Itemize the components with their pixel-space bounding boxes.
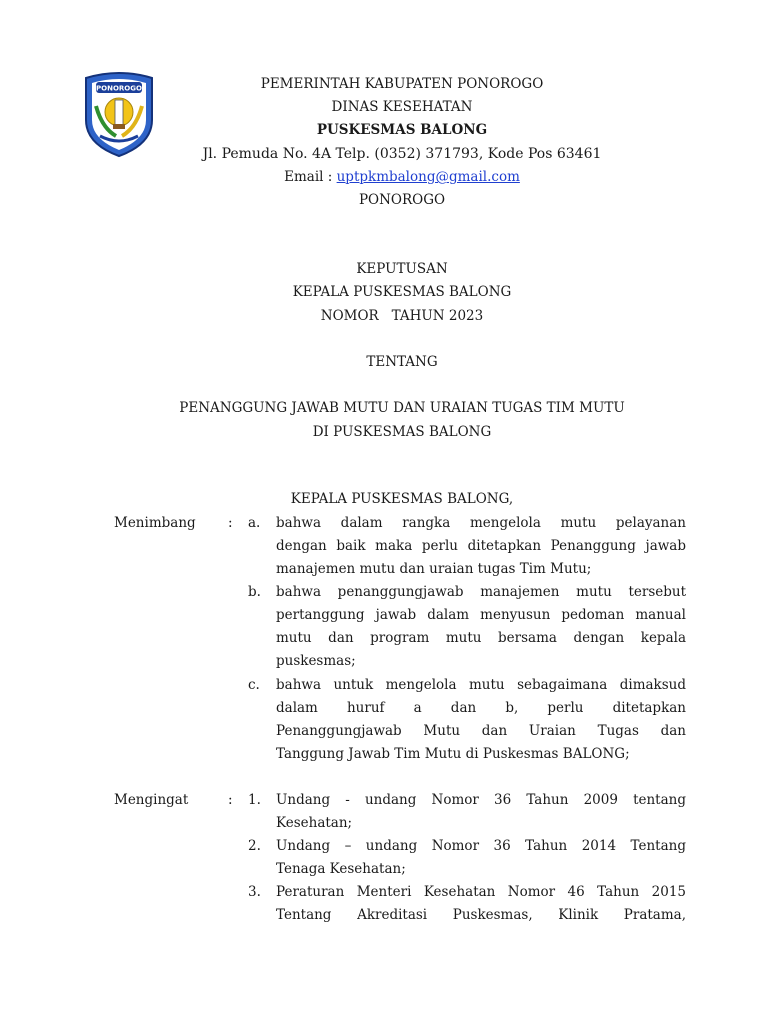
mengingat-1-line: Kesehatan; bbox=[276, 815, 353, 831]
menimbang-a-line: bahwa dalam rangka mengelola mutu pelayanan bbox=[276, 515, 686, 531]
header-institution: PUSKESMAS BALONG bbox=[316, 122, 488, 138]
menimbang-b-line: bahwa penanggungjawab manajemen mutu tersebut bbox=[276, 584, 686, 600]
menimbang-b-line: pertanggung jawab dalam menyusun pedoman manual bbox=[276, 607, 686, 623]
menimbang-a-line: dengan baik maka perlu ditetapkan Penanggung jawab bbox=[276, 538, 686, 554]
header-city: PONOROGO bbox=[358, 192, 446, 208]
decree-number: NOMOR TAHUN 2023 bbox=[320, 308, 484, 324]
email-label: Email : bbox=[284, 169, 337, 185]
mengingat-item-2-mark: 2. bbox=[248, 838, 261, 854]
menimbang-b-line: puskesmas; bbox=[276, 653, 356, 669]
mengingat-3-line: Tentang Akreditasi Puskesmas, Klinik Pratama, bbox=[276, 907, 686, 923]
logo-text: PONOROGO bbox=[96, 84, 142, 93]
mengingat-label: Mengingat bbox=[114, 792, 189, 808]
menimbang-b-line: mutu dan program mutu bersama dengan kepala bbox=[276, 630, 686, 646]
menimbang-label: Menimbang bbox=[114, 515, 196, 531]
email-link[interactable]: uptpkmbalong@gmail.com bbox=[336, 169, 520, 185]
menimbang-c-line: Tanggung Jawab Tim Mutu di Puskesmas BALONG; bbox=[276, 746, 630, 762]
menimbang-c-line: bahwa untuk mengelola mutu sebagaimana dimaksud bbox=[276, 677, 686, 693]
menimbang-c-line: Penanggungjawab Mutu dan Uraian Tugas dan bbox=[276, 723, 686, 739]
menimbang-item-b-mark: b. bbox=[248, 584, 261, 600]
header-government: PEMERINTAH KABUPATEN PONOROGO bbox=[260, 76, 544, 92]
mengingat-3-line: Peraturan Menteri Kesehatan Nomor 46 Tahun 2015 bbox=[276, 884, 686, 900]
decree-subject-line1: PENANGGUNG JAWAB MUTU DAN URAIAN TUGAS TIM MUTU bbox=[179, 400, 625, 416]
mengingat-1-line: Undang - undang Nomor 36 Tahun 2009 tentang bbox=[276, 792, 686, 808]
mengingat-item-3-mark: 3. bbox=[248, 884, 261, 900]
tentang-heading: TENTANG bbox=[366, 354, 438, 370]
mengingat-2-line: Undang – undang Nomor 36 Tahun 2014 Tentang bbox=[276, 838, 686, 854]
menimbang-colon: : bbox=[228, 515, 233, 531]
decree-issuer: KEPALA PUSKESMAS BALONG bbox=[292, 284, 512, 300]
header-address: Jl. Pemuda No. 4A Telp. (0352) 371793, Kode Pos 63461 bbox=[202, 146, 602, 162]
menimbang-item-c-mark: c. bbox=[248, 677, 260, 693]
mengingat-2-line: Tenaga Kesehatan; bbox=[276, 861, 406, 877]
mengingat-colon: : bbox=[228, 792, 233, 808]
mengingat-item-1-mark: 1. bbox=[248, 792, 261, 808]
menimbang-c-line: dalam huruf a dan b, perlu ditetapkan bbox=[276, 700, 686, 716]
header-agency: DINAS KESEHATAN bbox=[331, 99, 473, 115]
menimbang-a-line: manajemen mutu dan uraian tugas Tim Mutu; bbox=[276, 561, 592, 577]
decree-subject-line2: DI PUSKESMAS BALONG bbox=[312, 424, 492, 440]
decree-title: KEPUTUSAN bbox=[356, 261, 448, 277]
menimbang-item-a-mark: a. bbox=[248, 515, 261, 531]
signatory-heading: KEPALA PUSKESMAS BALONG, bbox=[290, 491, 514, 507]
header-email-row bbox=[120, 169, 684, 185]
